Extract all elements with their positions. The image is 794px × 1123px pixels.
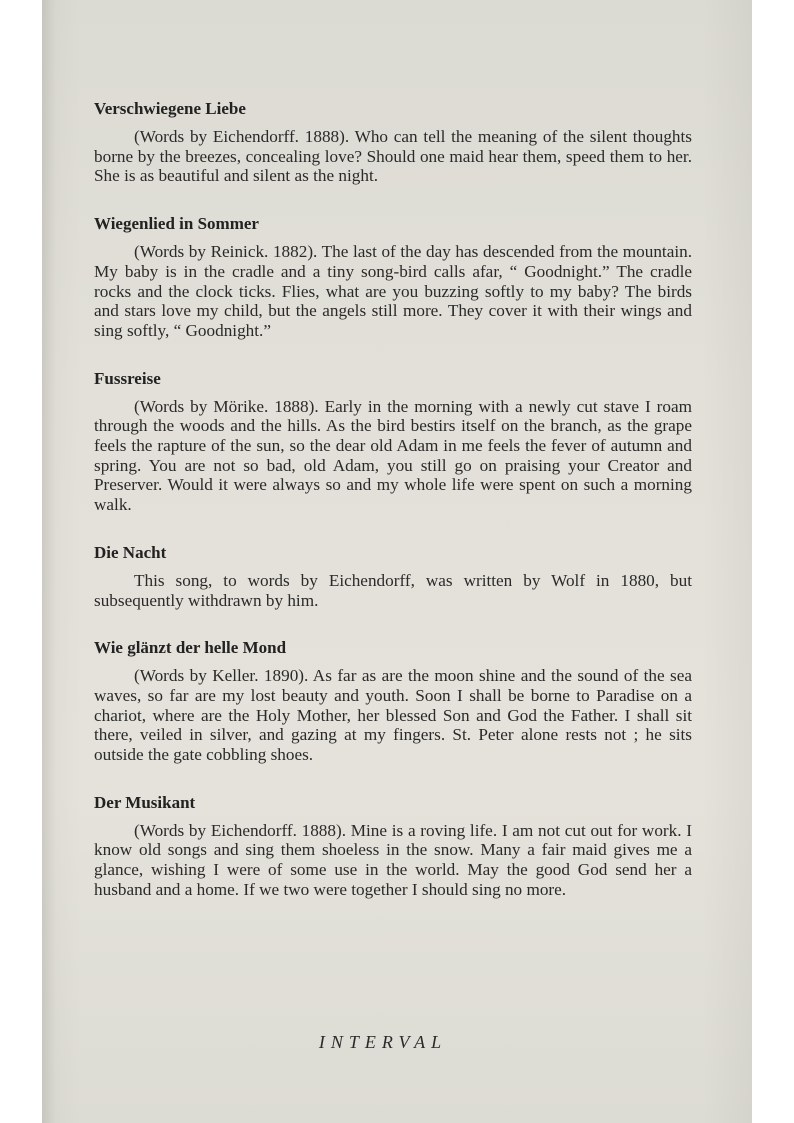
program-page (42, 0, 752, 1123)
song-title: Der Musikant (94, 792, 196, 812)
interval-heading: INTERVAL (318, 1032, 448, 1052)
song-description: (Words by Keller. 1890). As far as are the moon shine and the sound of the sea waves, so far are my lost beauty and youth. Soon I shall be borne to Paradise on a chariot, where are the Holy Mother, her blessed Son and God the Father. I shall sit there, veiled in silver, and gazing at my fingers. St. Peter alone rests not ; he sits outside the gate cobbling shoes. (94, 666, 692, 765)
song-section-verschwiegene-liebe (94, 98, 692, 186)
song-description: (Words by Reinick. 1882). The last of the day has descended from the mountain. My baby is in the cradle and a tiny song-bird calls afar, “ Goodnight.” The cradle rocks and the clock ticks. Flies, what are you buzzing softly to my baby? The birds and stars love my child, but the angels still more. They cover it with their wings and sing softly, “ Goodnight.” (94, 242, 692, 340)
song-description: This song, to words by Eichendorff, was written by Wolf in 1880, but subsequently withdrawn by him. (94, 570, 692, 610)
song-section-der-musikant (94, 792, 692, 900)
song-title: Fussreise (94, 368, 161, 388)
song-title: Wiegenlied in Sommer (94, 214, 259, 234)
song-title: Wie glänzt der helle Mond (94, 638, 287, 658)
song-title: Die Nacht (94, 542, 167, 562)
song-description: (Words by Eichendorff. 1888). Mine is a roving life. I am not cut out for work. I know old songs and sing them shoeless in the snow. Many a fair maid gives me a glance, wishing I were of some use in the world. May the good God send her a husband and a home. If we two were together I should sing no more. (94, 820, 692, 899)
song-section-die-nacht (94, 542, 692, 610)
page-content (94, 98, 692, 1052)
song-section-fussreise (94, 368, 692, 515)
song-title: Verschwiegene Liebe (94, 99, 246, 118)
song-section-wiegenlied-in-sommer (94, 213, 692, 341)
song-section-wie-glanzt-der-helle-mond (94, 637, 692, 765)
song-description: (Words by Eichendorff. 1888). Who can tell the meaning of the silent thoughts borne by the breezes, concealing love? Should one maid hear them, speed them to her. She is as beautiful and silent as the night. (94, 127, 692, 186)
song-description: (Words by Mörike. 1888). Early in the morning with a newly cut stave I roam through the woods and the hills. As the bird bestirs itself on the branch, as the grape feels the rapture of the sun, so the dear old Adam in me feels the fever of autumn and spring. You are not so bad, old Adam, you still go on praising your Creator and Preserver. Would it were always so and my whole life were spent on such a morning walk. (94, 396, 692, 515)
